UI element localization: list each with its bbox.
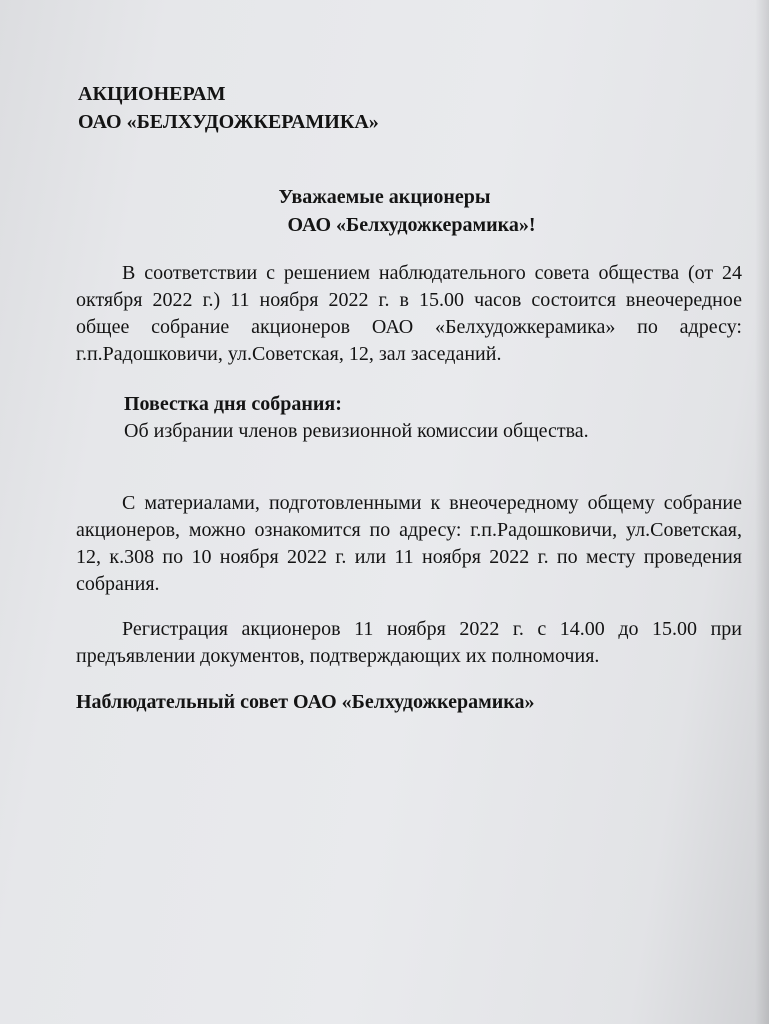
greeting-line-2: ОАО «Белхудожкерамика»!: [287, 214, 536, 236]
materials-paragraph: С материалами, подготовленными к внеочередному общему собрание акционеров, можно ознакомится по адресу: г.п.Радошковичи, ул.Советская, 12, к.308 по 10 ноября 2022 г. или 11 ноября 2022 г. по месту проведения собрания.: [76, 492, 742, 595]
addressee-block: [78, 80, 379, 136]
registration-paragraph: Регистрация акционеров 11 ноября 2022 г. с 14.00 до 15.00 при предъявлении документов, подтверждающих их полномочия.: [76, 618, 742, 667]
announcement-paragraph: В соответствии с решением наблюдательного совета общества (от 24 октября 2022 г.) 11 ноября 2022 г. в 15.00 часов состоится внеочередное общее собрание акционеров ОАО «Белхудожкерамика» по адресу: г.п.Радошковичи, ул.Советская, 12, зал заседаний.: [76, 262, 742, 365]
addressee-line-1: АКЦИОНЕРАМ: [78, 83, 226, 105]
signature-line: Наблюдательный совет ОАО «Белхудожкерамика»: [76, 691, 535, 713]
greeting-heading: [0, 183, 769, 239]
agenda-block: [124, 391, 744, 445]
agenda-label: Повестка дня собрания:: [124, 393, 342, 415]
agenda-item: Об избрании членов ревизионной комиссии общества.: [124, 420, 589, 442]
greeting-line-1: Уважаемые акционеры: [278, 186, 491, 208]
addressee-line-2: ОАО «БЕЛХУДОЖКЕРАМИКА»: [78, 111, 379, 133]
